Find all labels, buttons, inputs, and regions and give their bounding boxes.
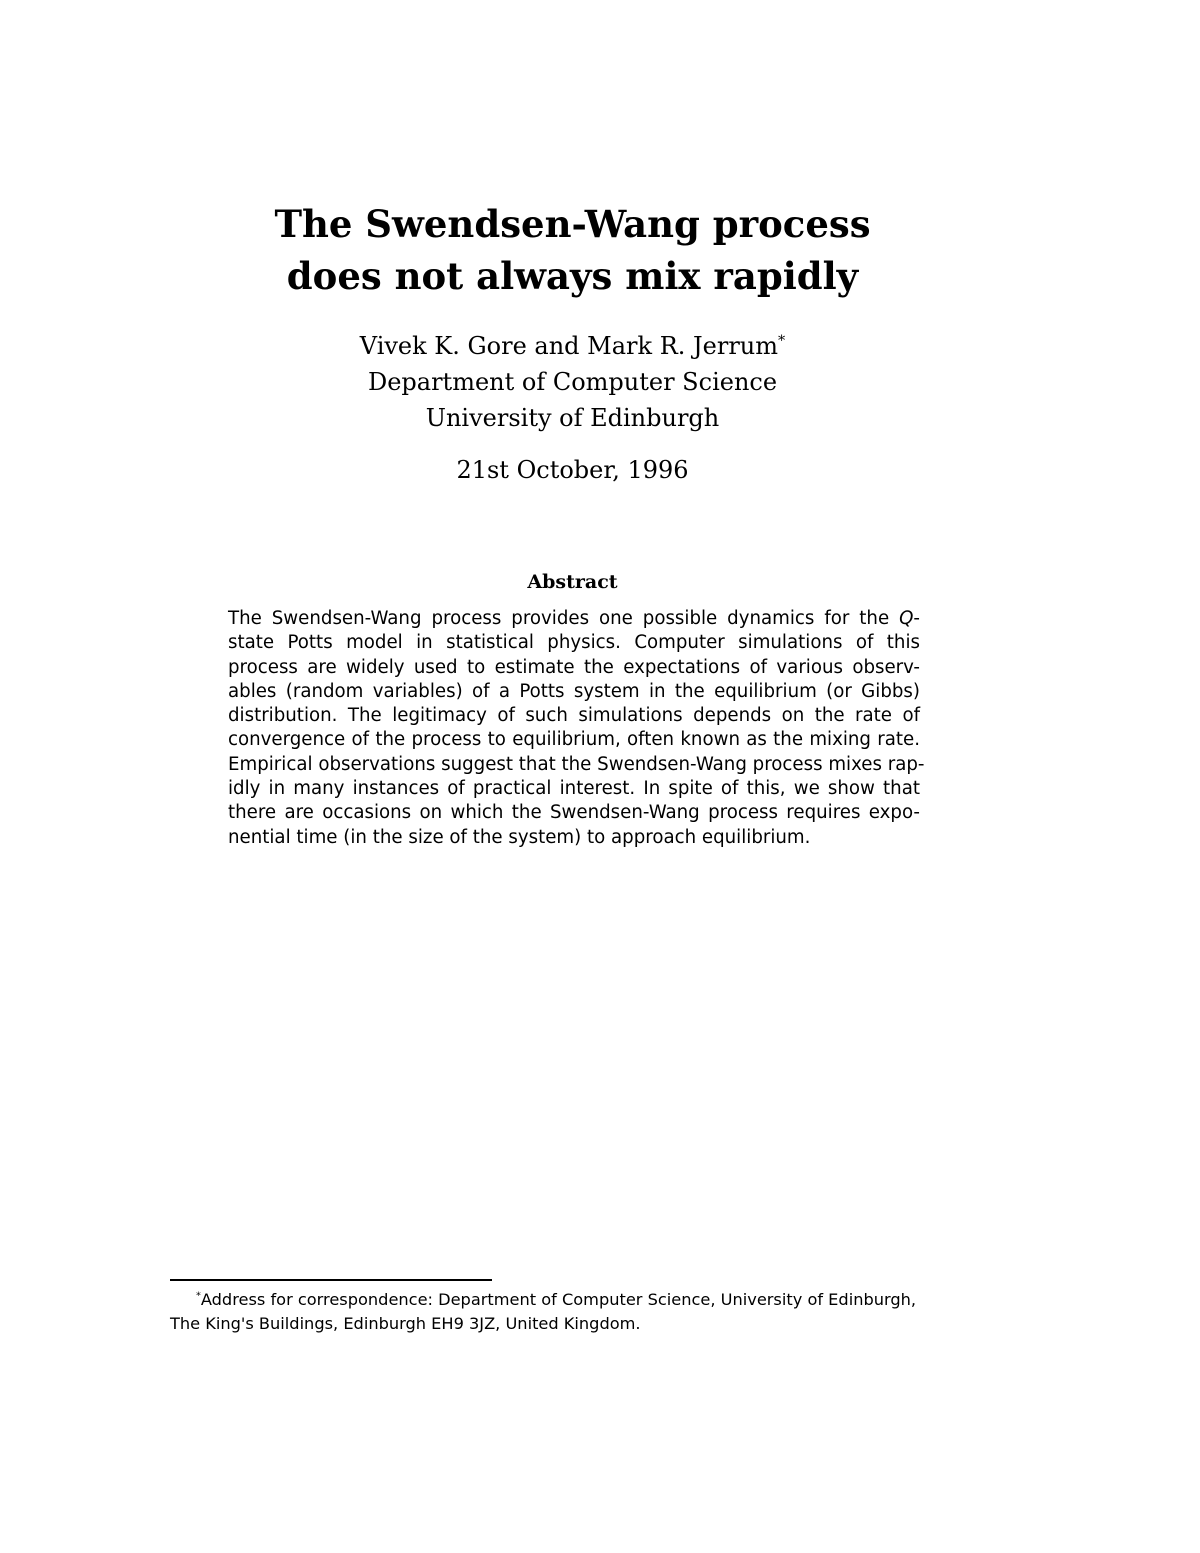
math-q: Q [899,608,914,629]
footnote-mark: * [196,1290,201,1302]
paper-date: 21st October, 1996 [456,456,689,484]
paper-title [0,198,1145,302]
abstract-line: state Potts model in statistical physics. Computer simulations of this [228,632,920,654]
author-block [0,328,1145,436]
footnote-line-2: The King's Buildings, Edinburgh EH9 3JZ, United Kingdom. [170,1314,641,1333]
footnote-line-1-text: Address for correspondence: Department of Computer Science, University of Edinburgh, [200,1290,917,1309]
abstract-line: ables (random variables) of a Potts system in the equilibrium (or Gibbs) [228,680,920,702]
author-department: Department of Computer Science [367,368,778,396]
title-line-1: The Swendsen-Wang process [274,202,871,246]
author-names [0,328,1145,364]
abstract-line: idly in many instances of practical interest. In spite of this, we show that [228,778,920,800]
footnote-line-1 [170,1288,975,1312]
author-names-text: Vivek K. Gore and Mark R. Jerrum [359,332,779,360]
abstract-line: distribution. The legitimacy of such simulations depends on the rate of [228,705,920,727]
abstract-line: The Swendsen-Wang process provides one possible dynamics for the Q- [228,608,920,629]
abstract-line: process are widely used to estimate the expectations of various observ- [228,656,920,678]
abstract-line: nential time (in the size of the system) to approach equilibrium. [228,826,811,848]
author-university: University of Edinburgh [425,404,720,432]
title-line-2: does not always mix rapidly [286,254,859,298]
abstract-body [228,607,925,850]
footnote-rule [170,1279,492,1281]
abstract-line: convergence of the process to equilibrium, often known as the mixing rate. [228,729,920,751]
abstract-line: Empirical observations suggest that the Swendsen-Wang process mixes rap- [228,753,925,775]
abstract-line: there are occasions on which the Swendsen-Wang process requires expo- [228,802,920,824]
abstract-heading: Abstract [527,571,618,593]
footnote [170,1288,975,1336]
author-footnote-mark: * [778,333,786,349]
